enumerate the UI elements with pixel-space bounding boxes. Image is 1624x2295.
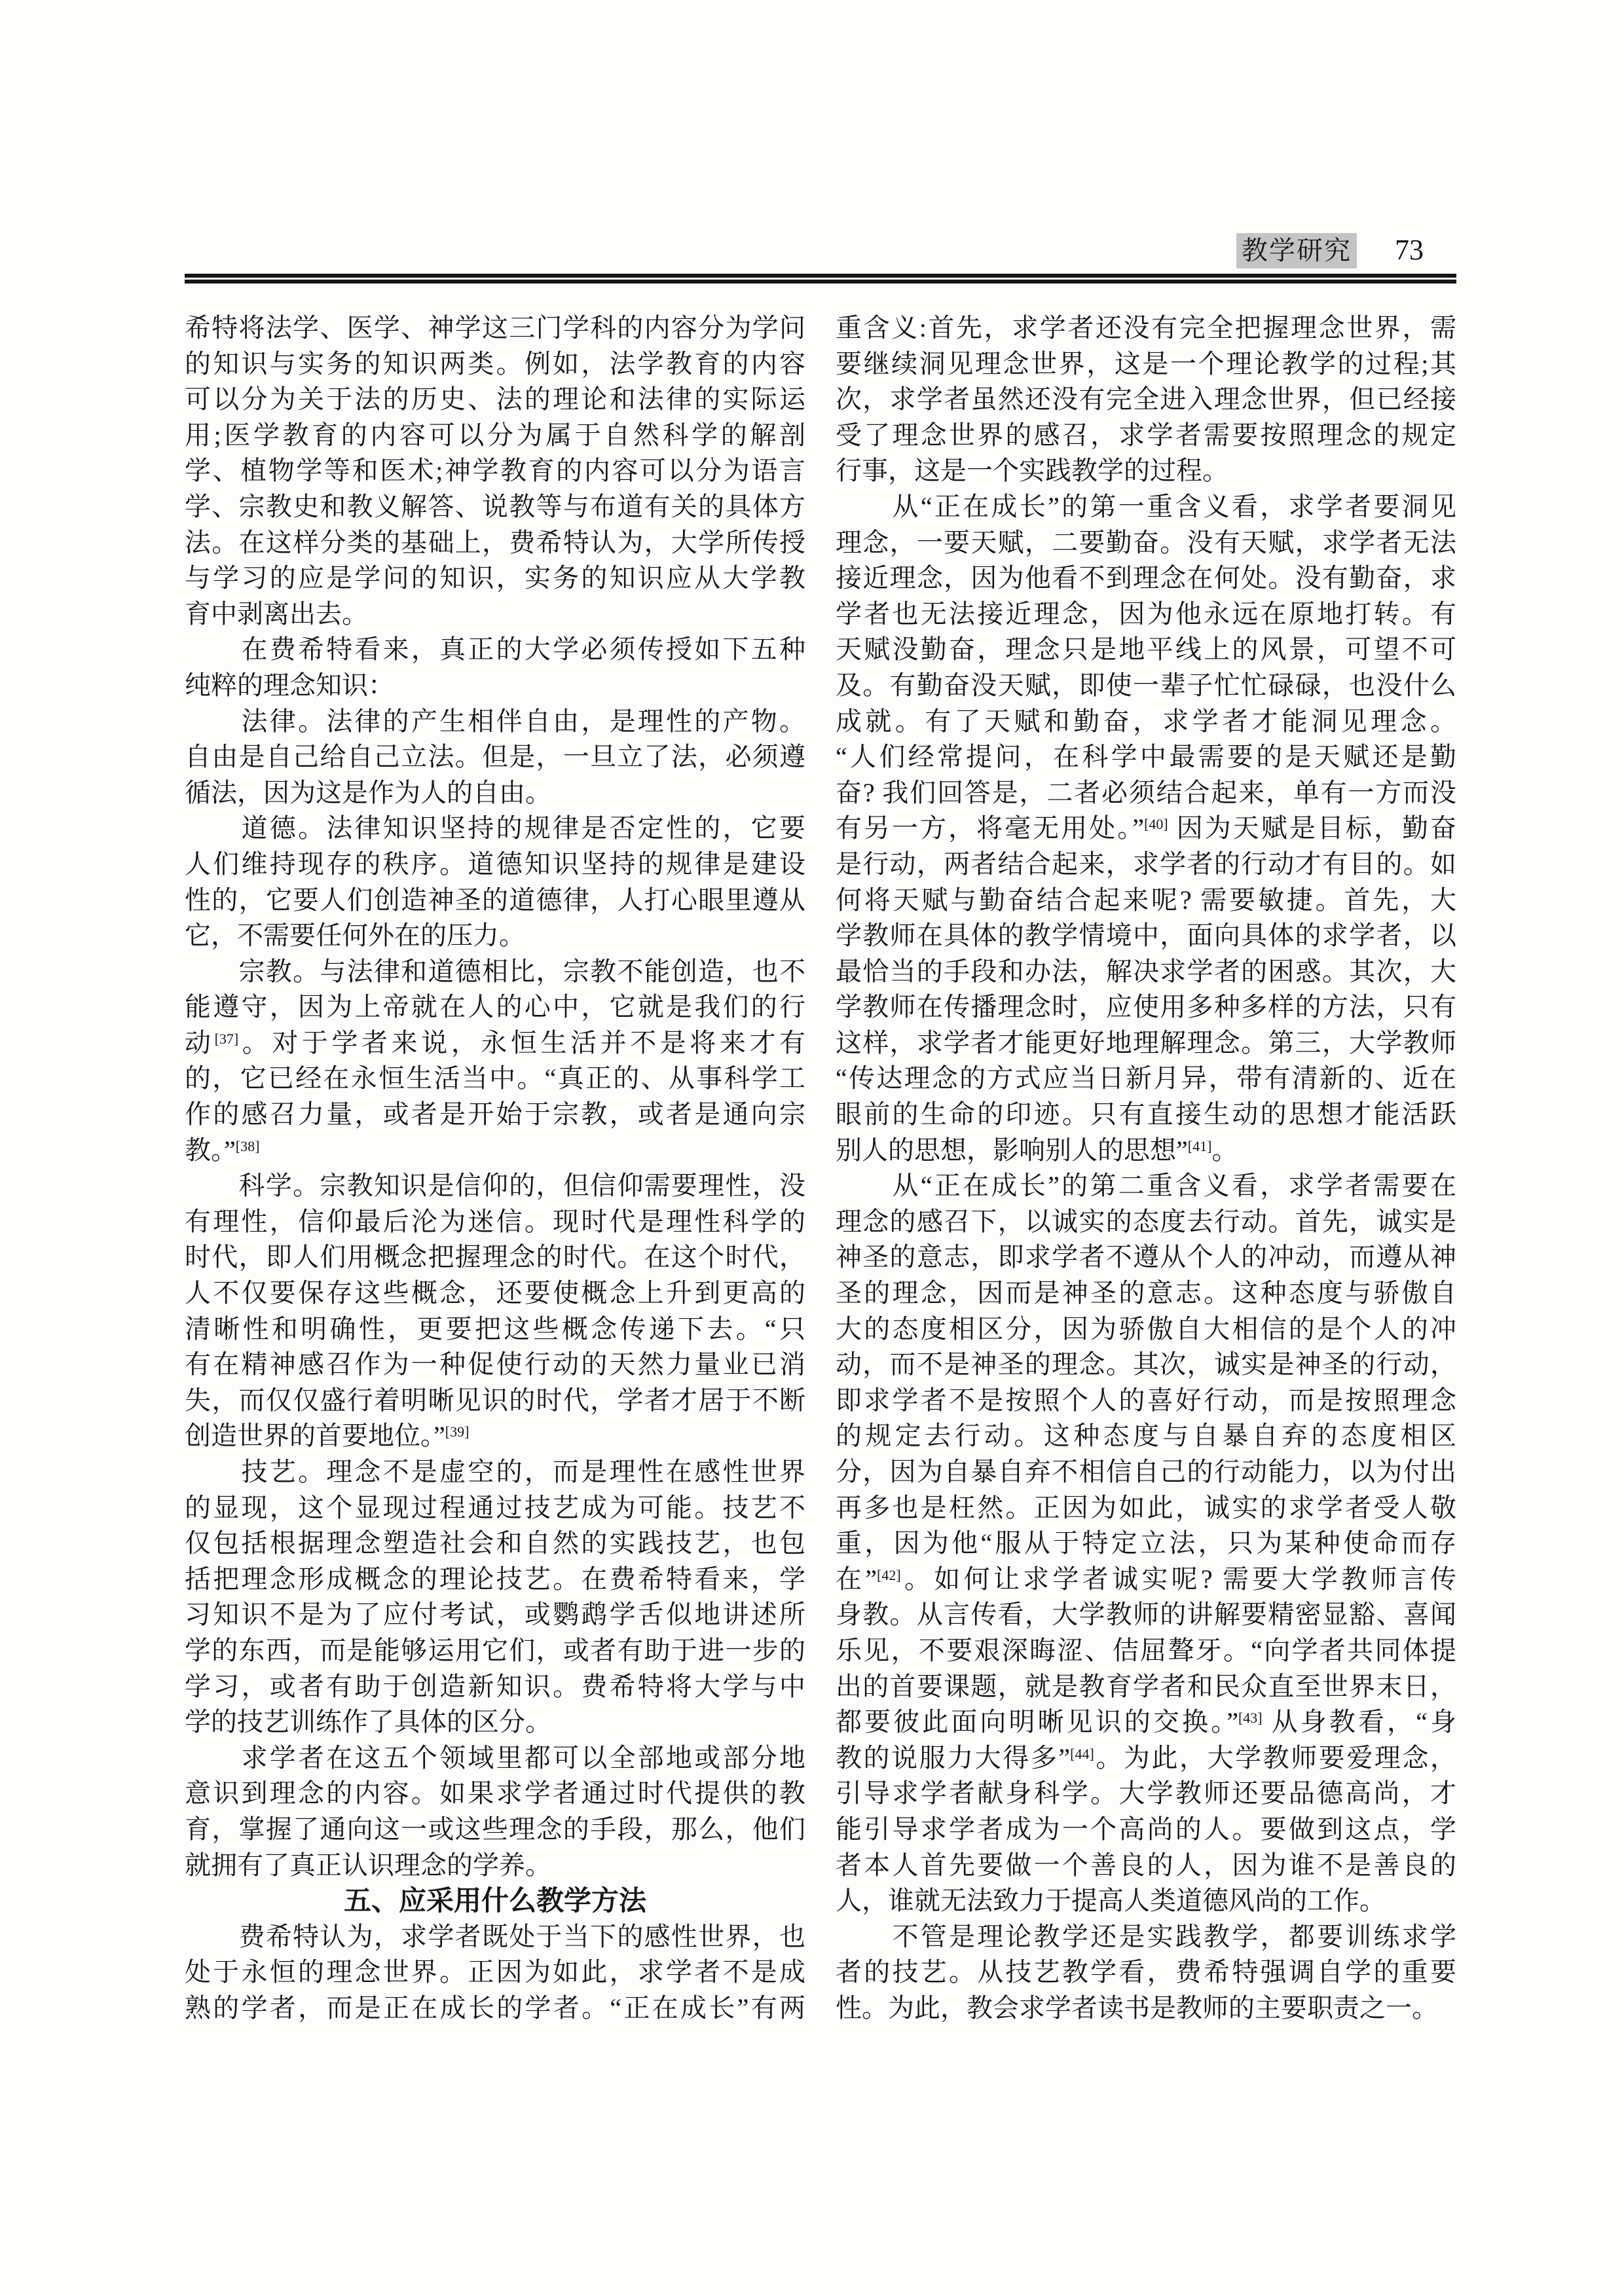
text-line: 性的，它要人们创造神圣的道德律，人打心眼里遵从 bbox=[185, 885, 805, 915]
text-line: 作的感召力量，或者是开始于宗教，或者是通向宗 bbox=[185, 1099, 805, 1129]
page-number: 73 bbox=[1395, 234, 1424, 266]
text-line: 纯粹的理念知识： bbox=[185, 670, 394, 700]
text-line: 育中剥离出去。 bbox=[185, 598, 368, 629]
text-line: 人，谁就无法致力于提高人类道德风尚的工作。 bbox=[836, 1886, 1386, 1916]
footnote-ref: [37] bbox=[214, 1030, 239, 1047]
text-line: 乐见，不要艰深晦涩、佶屈聱牙。“向学者共同体提 bbox=[836, 1635, 1456, 1665]
running-head-section-label: 教学研究 bbox=[1236, 233, 1357, 268]
text-line: 从“正在成长”的第一重含义看，求学者要洞见 bbox=[836, 491, 1456, 521]
text-line: 重含义:首先，求学者还没有完全把握理念世界，需 bbox=[836, 313, 1456, 342]
text-line: 人不仅要保存这些概念，还要使概念上升到更高的 bbox=[185, 1278, 805, 1308]
text-line: 身教。从言传看，大学教师的讲解要精密显豁、喜闻 bbox=[836, 1600, 1456, 1630]
text-line: 受了理念世界的感召，求学者需要按照理念的规定 bbox=[836, 420, 1456, 450]
text-line: 眼前的生命的印迹。只有直接生动的思想才能活跃 bbox=[836, 1099, 1456, 1129]
text-line: 别人的思想，影响别人的思想”[41]。 bbox=[836, 1135, 1238, 1165]
text-line: 这样，求学者才能更好地理解理念。第三，大学教师 bbox=[836, 1027, 1456, 1057]
footnote-ref: [44] bbox=[1070, 1745, 1094, 1762]
text-line: 重，因为他“服从于特定立法，只为某种使命而存 bbox=[836, 1528, 1456, 1558]
text-line: 括把理念形成概念的理论技艺。在费希特看来，学 bbox=[185, 1564, 805, 1594]
text-line: 圣的理念，因而是神圣的意志。这种态度与骄傲自 bbox=[836, 1278, 1456, 1308]
text-line: 它，不需要任何外在的压力。 bbox=[185, 921, 525, 951]
text-line: 失，而仅仅盛行着明晰见识的时代，学者才居于不断 bbox=[185, 1385, 805, 1415]
text-line: 意识到理念的内容。如果求学者通过时代提供的教 bbox=[185, 1778, 805, 1808]
text-line: 道德。法律知识坚持的规律是否定性的，它要 bbox=[185, 813, 805, 843]
text-line: 可以分为关于法的历史、法的理论和法律的实际运 bbox=[185, 384, 805, 414]
text-line: 人们维持现存的秩序。道德知识坚持的规律是建设 bbox=[185, 849, 805, 879]
text-line: 学者也无法接近理念，因为他永远在原地打转。有 bbox=[836, 598, 1456, 629]
text-line: 成就。有了天赋和勤奋，求学者才能洞见理念。 bbox=[836, 706, 1456, 736]
text-line: 分，因为自暴自弃不相信自己的行动能力，以为付出 bbox=[836, 1457, 1456, 1486]
text-line: 教。”[38] bbox=[185, 1135, 260, 1165]
text-line: 学、植物学等和医术;神学教育的内容可以分为语言 bbox=[185, 456, 805, 486]
text-line: 与学习的应是学问的知识，实务的知识应从大学教 bbox=[185, 563, 805, 593]
text-line: 仅包括根据理念塑造社会和自然的实践技艺，也包 bbox=[185, 1528, 805, 1558]
footnote-ref: [40] bbox=[1144, 816, 1168, 833]
text-line: 自由是自己给自己立法。但是，一旦立了法，必须遵 bbox=[185, 742, 805, 772]
text-line: “人们经常提问，在科学中最需要的是天赋还是勤 bbox=[836, 742, 1456, 772]
text-line: “传达理念的方式应当日新月异，带有清新的、近在 bbox=[836, 1063, 1456, 1093]
text-line: 理念，一要天赋，二要勤奋。没有天赋，求学者无法 bbox=[836, 527, 1456, 557]
text-line: 不管是理论教学还是实践教学，都要训练求学 bbox=[836, 1921, 1456, 1951]
text-line: 最恰当的手段和办法，解决求学者的困惑。其次，大 bbox=[836, 956, 1456, 986]
text-line: 次，求学者虽然还没有完全进入理念世界，但已经接 bbox=[836, 384, 1456, 414]
text-line: 天赋没勤奋，理念只是地平线上的风景，可望不可 bbox=[836, 634, 1456, 665]
article-body bbox=[185, 310, 1456, 2027]
footnote-ref: [42] bbox=[877, 1566, 901, 1583]
text-line: 学教师在具体的教学情境中，面向具体的求学者，以 bbox=[836, 921, 1456, 951]
text-line: 创造世界的首要地位。”[39] bbox=[185, 1421, 470, 1451]
left-column bbox=[185, 310, 805, 2027]
right-column bbox=[836, 310, 1456, 2027]
text-line: 的知识与实务的知识两类。例如，法学教育的内容 bbox=[185, 348, 805, 378]
text-line: 接近理念，因为他看不到理念在何处。没有勤奋，求 bbox=[836, 563, 1456, 593]
text-line: 能遵守，因为上帝就在人的心中，它就是我们的行 bbox=[185, 992, 805, 1022]
text-line: 科学。宗教知识是信仰的，但信仰需要理性，没 bbox=[185, 1171, 805, 1201]
text-line: 在”[42]。如何让求学者诚实呢? 需要大学教师言传 bbox=[836, 1564, 1456, 1594]
text-line: 引导求学者献身科学。大学教师还要品德高尚，才 bbox=[836, 1778, 1456, 1808]
text-line: 学的技艺训练作了具体的区分。 bbox=[185, 1707, 551, 1737]
text-line: 及。有勤奋没天赋，即使一辈子忙忙碌碌，也没什么 bbox=[836, 670, 1456, 700]
text-line: 宗教。与法律和道德相比，宗教不能创造，也不 bbox=[185, 956, 805, 986]
text-line: 有另一方，将毫无用处。”[40] 因为天赋是目标，勤奋 bbox=[836, 813, 1456, 843]
text-line: 熟的学者，而是正在成长的学者。“正在成长”有两 bbox=[185, 1992, 805, 2023]
text-line: 动[37]。对于学者来说，永恒生活并不是将来才有 bbox=[185, 1027, 805, 1057]
text-line: 理念的感召下，以诚实的态度去行动。首先，诚实是 bbox=[836, 1206, 1456, 1236]
text-line: 育，掌握了通向这一或这些理念的手段，那么，他们 bbox=[185, 1814, 805, 1844]
text-line: 的，它已经在永恒生活当中。“真正的、从事科学工 bbox=[185, 1063, 805, 1093]
text-line: 学的东西，而是能够运用它们，或者有助于进一步的 bbox=[185, 1635, 805, 1665]
text-line: 者的技艺。从技艺教学看，费希特强调自学的重要 bbox=[836, 1957, 1456, 1987]
footnote-ref: [41] bbox=[1187, 1137, 1212, 1154]
text-line: 法律。法律的产生相伴自由，是理性的产物。 bbox=[185, 706, 805, 736]
section-heading: 五、应采用什么教学方法 bbox=[343, 1885, 646, 1917]
text-line: 技艺。理念不是虚空的，而是理性在感性世界 bbox=[185, 1457, 805, 1486]
text-line: 何将天赋与勤奋结合起来呢? 需要敏捷。首先，大 bbox=[836, 885, 1456, 915]
text-line: 大的态度相区分，因为骄傲自大相信的是个人的冲 bbox=[836, 1313, 1456, 1344]
text-line: 处于永恒的理念世界。正因为如此，求学者不是成 bbox=[185, 1957, 805, 1987]
text-line: 有理性，信仰最后沦为迷信。现时代是理性科学的 bbox=[185, 1206, 805, 1236]
text-line: 是行动，两者结合起来，求学者的行动才有目的。如 bbox=[836, 849, 1456, 879]
text-line: 循法，因为这是作为人的自由。 bbox=[185, 777, 551, 807]
text-line: 出的首要课题，就是教育学者和民众直至世界末日， bbox=[836, 1671, 1456, 1701]
text-line: 要继续洞见理念世界，这是一个理论教学的过程;其 bbox=[836, 348, 1456, 378]
text-line: 者本人首先要做一个善良的人，因为谁不是善良的 bbox=[836, 1850, 1456, 1880]
text-line: 性。为此，教会求学者读书是教师的主要职责之一。 bbox=[836, 1992, 1438, 2023]
text-line: 神圣的意志，即求学者不遵从个人的冲动，而遵从神 bbox=[836, 1242, 1456, 1272]
header-divider-rule bbox=[185, 274, 1456, 284]
text-line: 的显现，这个显现过程通过技艺成为可能。技艺不 bbox=[185, 1492, 805, 1522]
text-line: 都要彼此面向明晰见识的交换。”[43] 从身教看，“身 bbox=[836, 1707, 1456, 1737]
footnote-ref: [43] bbox=[1238, 1710, 1263, 1727]
text-line: 希特将法学、医学、神学这三门学科的内容分为学问 bbox=[185, 313, 805, 342]
text-line: 能引导求学者成为一个高尚的人。要做到这点，学 bbox=[836, 1814, 1456, 1844]
text-line: 学教师在传播理念时，应使用多种多样的方法，只有 bbox=[836, 992, 1456, 1022]
text-line: 的规定去行动。这种态度与自暴自弃的态度相区 bbox=[836, 1421, 1456, 1451]
text-line: 法。在这样分类的基础上，费希特认为，大学所传授 bbox=[185, 527, 805, 557]
text-line: 清晰性和明确性，更要把这些概念传递下去。“只 bbox=[185, 1313, 805, 1344]
text-line: 从“正在成长”的第二重含义看，求学者需要在 bbox=[836, 1171, 1456, 1201]
text-line: 用;医学教育的内容可以分为属于自然科学的解剖 bbox=[185, 420, 805, 450]
text-line: 就拥有了真正认识理念的学养。 bbox=[185, 1850, 551, 1880]
text-line: 有在精神感召作为一种促使行动的天然力量业已消 bbox=[185, 1349, 805, 1380]
text-line: 时代，即人们用概念把握理念的时代。在这个时代， bbox=[185, 1242, 805, 1272]
text-line: 奋? 我们回答是，二者必须结合起来，单有一方而没 bbox=[836, 777, 1456, 807]
text-line: 动，而不是神圣的理念。其次，诚实是神圣的行动， bbox=[836, 1349, 1456, 1380]
text-line: 习知识不是为了应付考试，或鹦鹉学舌似地讲述所 bbox=[185, 1600, 805, 1630]
text-line: 求学者在这五个领域里都可以全部地或部分地 bbox=[185, 1742, 805, 1772]
text-line: 在费希特看来，真正的大学必须传授如下五种 bbox=[185, 634, 805, 665]
text-line: 费希特认为，求学者既处于当下的感性世界，也 bbox=[185, 1921, 805, 1951]
text-line: 即求学者不是按照个人的喜好行动，而是按照理念 bbox=[836, 1385, 1456, 1415]
text-line: 学、宗教史和教义解答、说教等与布道有关的具体方 bbox=[185, 491, 805, 521]
text-line: 教的说服力大得多”[44]。为此，大学教师要爱理念， bbox=[836, 1742, 1456, 1772]
text-line: 学习，或者有助于创造新知识。费希特将大学与中 bbox=[185, 1671, 805, 1701]
footnote-ref: [38] bbox=[235, 1137, 260, 1154]
text-line: 再多也是枉然。正因为如此，诚实的求学者受人敬 bbox=[836, 1492, 1456, 1522]
text-line: 行事，这是一个实践教学的过程。 bbox=[836, 456, 1228, 486]
footnote-ref: [39] bbox=[445, 1423, 470, 1441]
